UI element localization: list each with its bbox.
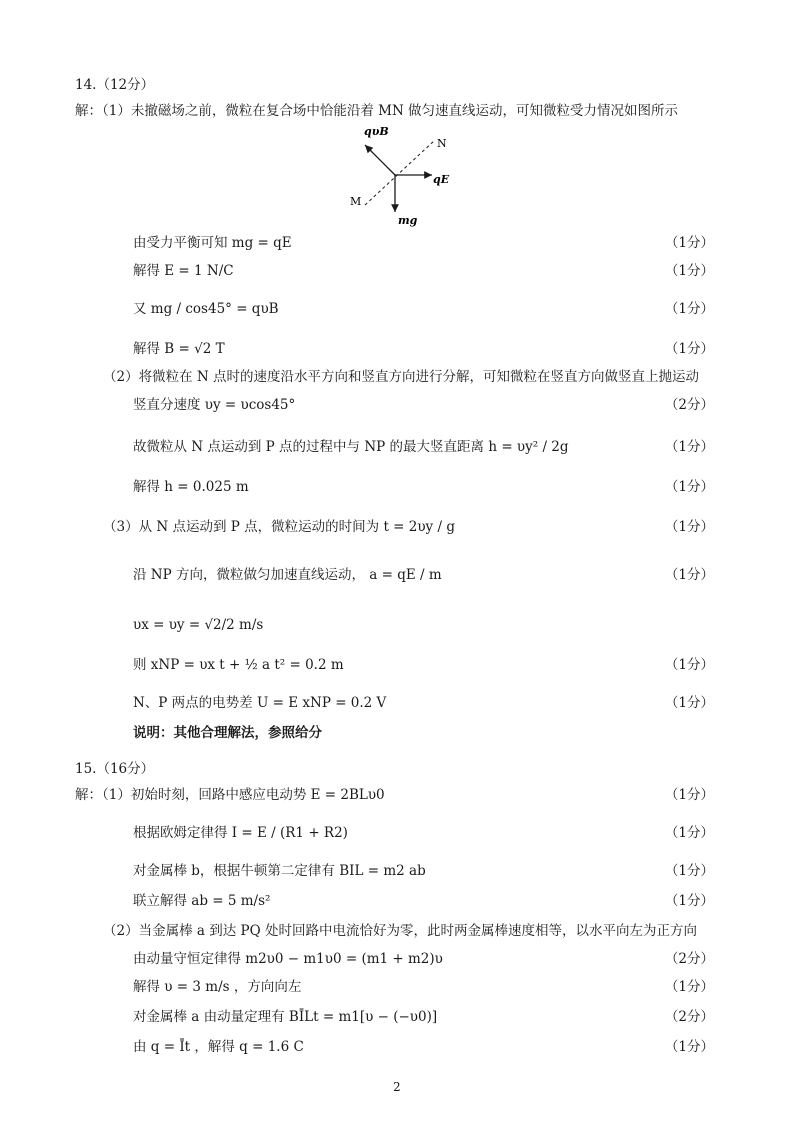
q14-part3-intro: （3）从 N 点运动到 P 点，微粒运动的时间为 t = 2υy / g [103, 519, 455, 535]
q14-line-10: 沿 NP 方向，微粒做匀加速直线运动， a = qE / m [133, 567, 442, 583]
q15-score-6: （2分） [664, 951, 714, 967]
q14-line-12: 则 xNP = υx t + ½ a t² = 0.2 m [133, 657, 344, 673]
q14-line-6: 竖直分速度 υy = υcos45° [133, 397, 296, 413]
q15-score-9: （1分） [664, 1039, 714, 1055]
label-mg: mg [398, 214, 418, 227]
q14-score-10: （1分） [664, 567, 714, 583]
label-n: N [437, 137, 447, 150]
q14-note: 说明：其他合理解法，参照给分 [133, 725, 322, 741]
q15-line-7: 解得 υ = 3 m/s ，方向向左 [133, 979, 302, 995]
q14-score-12: （1分） [664, 657, 714, 673]
q14-part2-intro: （2）将微粒在 N 点时的速度沿水平方向和竖直方向进行分解，可知微粒在竖直方向做竖直上抛运动 [103, 369, 699, 385]
label-qvb: qυB [364, 125, 389, 138]
label-qe: qE [433, 173, 450, 186]
q15-line-6: 由动量守恒定律得 m2υ0 − m1υ0 = (m1 + m2)υ [133, 951, 443, 967]
q14-score-3: （1分） [664, 301, 714, 317]
q15-score-8: （2分） [664, 1009, 714, 1025]
q14-score-13: （1分） [664, 695, 714, 711]
page-number: 2 [393, 1080, 401, 1094]
q14-line-2: 解得 E = 1 N/C [133, 263, 234, 279]
q14-line-1: 由受力平衡可知 mg = qE [133, 235, 292, 251]
q14-header: 14.（12分） [75, 77, 155, 93]
q15-line-9: 由 q = Īt ，解得 q = 1.6 C [133, 1039, 304, 1055]
mn-dashed-line [365, 140, 435, 205]
q14-score-2: （1分） [664, 263, 714, 279]
q15-score-3: （1分） [664, 863, 714, 879]
q14-score-7: （1分） [664, 439, 714, 455]
q14-line-3: 又 mg / cos45° = qυB [133, 301, 279, 317]
q14-part1-intro: 解：（1）未撤磁场之前，微粒在复合场中恰能沿着 MN 做匀速直线运动，可知微粒受力情况如图所示 [75, 103, 679, 119]
q14-line-4: 解得 B = √2 T [133, 341, 225, 357]
q15-line-2: 根据欧姆定律得 I = E / (R1 + R2) [133, 825, 348, 841]
q15-part2-intro: （2）当金属棒 a 到达 PQ 处时回路中电流恰好为零，此时两金属棒速度相等，以水平向左为正方向 [103, 923, 697, 939]
q15-line-3: 对金属棒 b，根据牛顿第二定律有 BIL = m2 ab [133, 863, 426, 879]
qvb-arrow [365, 145, 395, 175]
q15-score-7: （1分） [664, 979, 714, 995]
q15-score-2: （1分） [664, 825, 714, 841]
q15-score-1: （1分） [664, 787, 714, 803]
q14-line-8: 解得 h = 0.025 m [133, 479, 249, 495]
q14-score-1: （1分） [664, 235, 714, 251]
q15-line-1: 解：（1）初始时刻，回路中感应电动势 E = 2BLυ0 [75, 787, 385, 803]
force-diagram [340, 120, 470, 230]
q14-score-9: （1分） [664, 519, 714, 535]
q15-line-4: 联立解得 ab = 5 m/s² [133, 893, 271, 909]
q15-header: 15.（16分） [75, 761, 155, 777]
q14-score-4: （1分） [664, 341, 714, 357]
q14-line-13: N、P 两点的电势差 U = E xNP = 0.2 V [133, 695, 387, 711]
q14-score-6: （2分） [664, 397, 714, 413]
q14-line-11: υx = υy = √2/2 m/s [133, 617, 264, 633]
q15-score-4: （1分） [664, 893, 714, 909]
label-m: M [350, 195, 362, 208]
q15-line-8: 对金属棒 a 由动量定理有 BĪLt = m1[υ − (−υ0)] [133, 1009, 438, 1025]
q14-score-8: （1分） [664, 479, 714, 495]
q14-line-7: 故微粒从 N 点运动到 P 点的过程中与 NP 的最大竖直距离 h = υy² / 2g [133, 439, 569, 455]
